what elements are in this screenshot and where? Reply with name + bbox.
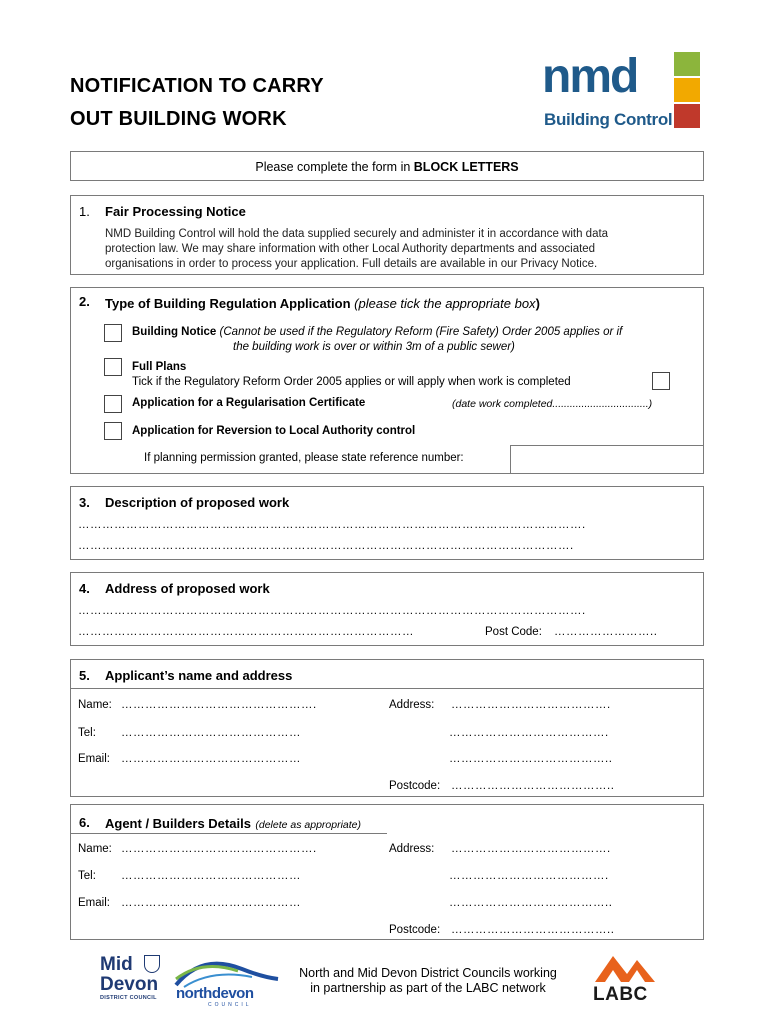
section4-heading: Address of proposed work: [105, 581, 270, 596]
applicant-address-label: Address:: [389, 699, 435, 711]
agent-tel-label: Tel:: [78, 870, 96, 882]
mid-devon-crest-icon: [144, 955, 160, 973]
section1-number: 1.: [79, 204, 90, 219]
full-plans-label: Full Plans: [132, 361, 187, 373]
planning-reference-input[interactable]: [510, 445, 704, 474]
form-title: [70, 70, 324, 136]
fair-processing-line3: organisations in order to process your application. Full details are available in our Privacy Notice.: [105, 258, 598, 270]
north-devon-wave-icon: [172, 955, 280, 989]
applicant-tel-label: Tel:: [78, 727, 96, 739]
agent-address-label: Address:: [389, 843, 435, 855]
section2-heading-text: Type of Building Regulation Application: [105, 296, 351, 311]
proposed-address-line-2[interactable]: …………………………………………………………………………: [78, 626, 414, 638]
building-notice-note-line2: the building work is over or within 3m of a public sewer): [233, 341, 515, 353]
full-plans-checkbox[interactable]: [104, 358, 122, 376]
applicant-name-input[interactable]: ………………………………………….: [121, 699, 317, 711]
section-agent: [70, 804, 704, 940]
nmd-logo-text: nmd: [542, 50, 638, 103]
north-devon-logo: [172, 955, 280, 1010]
logo-orange-square: [674, 78, 700, 102]
instruction-emphasis: BLOCK LETTERS: [413, 160, 519, 174]
applicant-postcode-input[interactable]: …………………………………..: [451, 780, 615, 792]
section-proposed-address: [70, 572, 704, 646]
reversion-checkbox[interactable]: [104, 422, 122, 440]
section1-heading: Fair Processing Notice: [105, 204, 246, 219]
agent-tel-input[interactable]: ………………………………………: [121, 870, 301, 882]
section-description: [70, 486, 704, 560]
planning-reference-label: If planning permission granted, please state reference number:: [144, 452, 464, 464]
mid-devon-logo: [100, 955, 172, 1010]
applicant-email-input[interactable]: ………………………………………: [121, 753, 301, 765]
fair-processing-line2: protection law. We may share information with other Local Authority departments and associated: [105, 243, 596, 255]
proposed-postcode-label: Post Code:: [485, 626, 542, 638]
north-devon-logo-text: northdevon: [176, 985, 254, 1002]
section6-number: 6.: [79, 815, 90, 830]
agent-name-label: Name:: [78, 843, 112, 855]
section-application-type: [70, 287, 704, 474]
instruction-box: [70, 151, 704, 181]
logo-red-square: [674, 104, 700, 128]
footer-text-line1: North and Mid Devon District Councils working: [299, 966, 557, 980]
section5-divider: [71, 688, 703, 689]
full-plans-sublabel: Tick if the Regulatory Reform Order 2005 applies or will apply when work is completed: [132, 376, 571, 388]
applicant-postcode-label: Postcode:: [389, 780, 441, 792]
applicant-tel-input[interactable]: ………………………………………: [121, 727, 301, 739]
mid-devon-logo-line1: Mid: [100, 954, 133, 975]
form-title-line1: NOTIFICATION TO CARRY: [70, 75, 324, 97]
agent-email-label: Email:: [78, 897, 110, 909]
nmd-building-control-logo: [542, 52, 702, 137]
mid-devon-logo-line2: Devon: [100, 974, 159, 995]
description-line-2[interactable]: …………………………………………………………………………………………………………….: [78, 540, 574, 552]
description-line-1[interactable]: ……………………………………………………………………………………………………………….: [78, 519, 586, 531]
section6-heading-note: (delete as appropriate): [255, 819, 362, 831]
regularisation-label: Application for a Regularisation Certificate: [132, 397, 366, 409]
agent-postcode-input[interactable]: …………………………………..: [451, 924, 615, 936]
applicant-address-line-1[interactable]: ………………………………….: [451, 699, 611, 711]
agent-address-line-3[interactable]: …………………………………..: [449, 897, 613, 909]
agent-postcode-label: Postcode:: [389, 924, 441, 936]
full-plans-option: [132, 360, 571, 390]
labc-roof-icon: [593, 952, 663, 984]
agent-email-input[interactable]: ………………………………………: [121, 897, 301, 909]
applicant-email-label: Email:: [78, 753, 110, 765]
applicant-address-line-2[interactable]: ………………………………….: [449, 727, 609, 739]
form-title-line2: OUT BUILDING WORK: [70, 108, 287, 130]
proposed-address-line-1[interactable]: ……………………………………………………………………………………………………………….: [78, 605, 586, 617]
agent-name-input[interactable]: ………………………………………….: [121, 843, 317, 855]
regularisation-checkbox[interactable]: [104, 395, 122, 413]
section6-heading-text: Agent / Builders Details: [105, 816, 251, 831]
applicant-name-label: Name:: [78, 699, 112, 711]
section5-heading: Applicant’s name and address: [105, 668, 293, 683]
building-notice-checkbox[interactable]: [104, 324, 122, 342]
section-applicant: [70, 659, 704, 797]
section3-number: 3.: [79, 495, 90, 510]
agent-address-line-1[interactable]: ………………………………….: [451, 843, 611, 855]
section4-number: 4.: [79, 581, 90, 596]
fair-processing-text: [105, 227, 608, 272]
section6-heading: [105, 815, 361, 833]
building-notice-option: [132, 325, 622, 355]
section2-number: 2.: [79, 294, 90, 309]
logo-green-square: [674, 52, 700, 76]
mid-devon-logo-line3: DISTRICT COUNCIL: [100, 995, 157, 1001]
labc-logo: [593, 952, 663, 1004]
applicant-address-line-3[interactable]: …………………………………..: [449, 753, 613, 765]
section6-divider: [71, 833, 387, 834]
fair-processing-line1: NMD Building Control will hold the data supplied securely and administer it in accordance with data: [105, 228, 609, 240]
footer-partnership-text: [290, 966, 566, 996]
agent-address-line-2[interactable]: ………………………………….: [449, 870, 609, 882]
section3-heading: Description of proposed work: [105, 495, 290, 510]
fire-safety-order-checkbox[interactable]: [652, 372, 670, 390]
reversion-label: Application for Reversion to Local Authority control: [132, 425, 416, 437]
instruction-prefix: Please complete the form in: [255, 160, 414, 174]
north-devon-logo-sub: COUNCIL: [208, 1002, 252, 1008]
section5-number: 5.: [79, 668, 90, 683]
nmd-logo-subtitle: Building Control: [544, 110, 673, 129]
building-notice-label: Building Notice: [132, 326, 217, 338]
proposed-postcode-input[interactable]: ……………………..: [554, 626, 658, 638]
section2-heading-note: (please tick the appropriate box: [354, 296, 536, 311]
building-notice-note-line1: (Cannot be used if the Regulatory Reform (Fire Safety) Order 2005 applies or if: [219, 326, 623, 338]
section-fair-processing: [70, 195, 704, 275]
labc-logo-text: LABC: [593, 984, 648, 1005]
instruction-text: [71, 160, 703, 174]
regularisation-date-field[interactable]: (date work completed.................................): [452, 398, 653, 410]
section2-heading-close: ): [535, 296, 540, 311]
section2-heading: [105, 296, 540, 311]
footer-text-line2: in partnership as part of the LABC network: [310, 981, 546, 995]
